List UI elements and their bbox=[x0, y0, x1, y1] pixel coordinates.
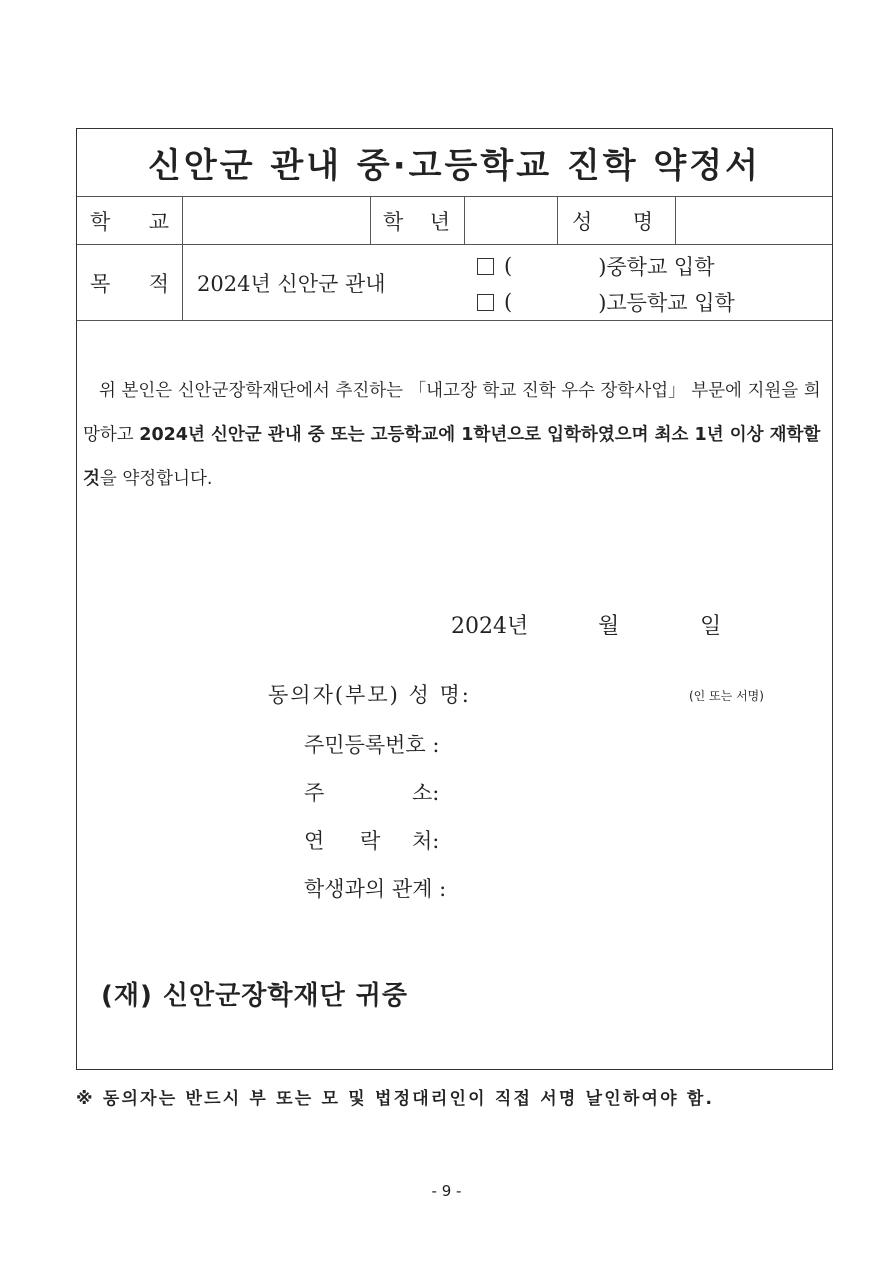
form-title: 신안군 관내 중·고등학교 진학 약정서 bbox=[77, 129, 832, 197]
high-school-label: )고등학교 입학 bbox=[598, 291, 735, 315]
middle-school-label: )중학교 입학 bbox=[598, 255, 715, 279]
school-label-char-1: 학 bbox=[90, 209, 111, 234]
high-school-checkbox[interactable] bbox=[477, 294, 494, 311]
name-label-char-1: 성 bbox=[572, 209, 593, 234]
info-row bbox=[77, 197, 832, 245]
date-month: 월 bbox=[598, 614, 620, 639]
date-year: 2024년 bbox=[451, 614, 529, 639]
middle-school-checkbox[interactable] bbox=[477, 258, 494, 275]
address-label-char-2: 소: bbox=[412, 781, 440, 805]
purpose-label-char-1: 목 bbox=[90, 271, 111, 296]
purpose-label bbox=[77, 245, 183, 320]
school-label-char-2: 교 bbox=[148, 209, 169, 234]
high-school-open-paren: ( bbox=[504, 290, 513, 314]
guardian-name-label: 동의자(부모) 성 명: bbox=[268, 683, 471, 707]
grade-field[interactable] bbox=[465, 197, 558, 244]
name-field[interactable] bbox=[676, 197, 832, 244]
id-number-label: 주민등록번호 : bbox=[304, 733, 440, 757]
grade-label-char-1: 학 bbox=[383, 209, 404, 234]
school-label bbox=[77, 197, 183, 244]
purpose-row bbox=[77, 245, 832, 321]
agreement-text-bold: 2024년 신안군 관내 중 또는 고등학교에 1학년으로 입학하였으며 최소 1년 이상 재학할 것 bbox=[83, 425, 821, 489]
agreement-text-part1: 위 본인은 신안군장학재단에서 추진하는 「내고장 학교 진학 우수 장학사업」 부문에 지원을 희망하고 bbox=[83, 381, 821, 445]
agreement-text-part3: 을 약정합니다. bbox=[99, 469, 213, 489]
grade-label bbox=[371, 197, 465, 244]
name-label-char-2: 명 bbox=[632, 209, 653, 234]
name-label bbox=[558, 197, 676, 244]
date-day: 일 bbox=[700, 614, 722, 639]
footnote: ※ 동의자는 반드시 부 또는 모 및 법정대리인이 직접 서명 날인하여야 함. bbox=[76, 1089, 715, 1109]
contact-label-char-3: 처: bbox=[412, 829, 440, 853]
contact-label-char-1: 연 bbox=[304, 829, 325, 853]
seal-note: (인 또는 서명) bbox=[689, 689, 764, 703]
purpose-label-char-2: 적 bbox=[148, 271, 169, 296]
middle-school-open-paren: ( bbox=[504, 254, 513, 278]
middle-school-option[interactable] bbox=[477, 251, 715, 281]
address-label-char-1: 주 bbox=[304, 781, 325, 805]
high-school-option[interactable] bbox=[477, 287, 735, 317]
relation-label: 학생과의 관계 : bbox=[304, 877, 447, 901]
agreement-paragraph bbox=[83, 369, 827, 501]
page-number: - 9 - bbox=[431, 1182, 462, 1200]
school-field[interactable] bbox=[183, 197, 371, 244]
contact-label-char-2: 락 bbox=[360, 829, 381, 853]
agreement-form bbox=[76, 128, 833, 1070]
purpose-value: 2024년 신안군 관내 bbox=[197, 271, 386, 296]
recipient: (재) 신안군장학재단 귀중 bbox=[101, 981, 409, 1011]
purpose-value-cell bbox=[183, 245, 473, 320]
grade-label-char-2: 년 bbox=[429, 209, 450, 234]
